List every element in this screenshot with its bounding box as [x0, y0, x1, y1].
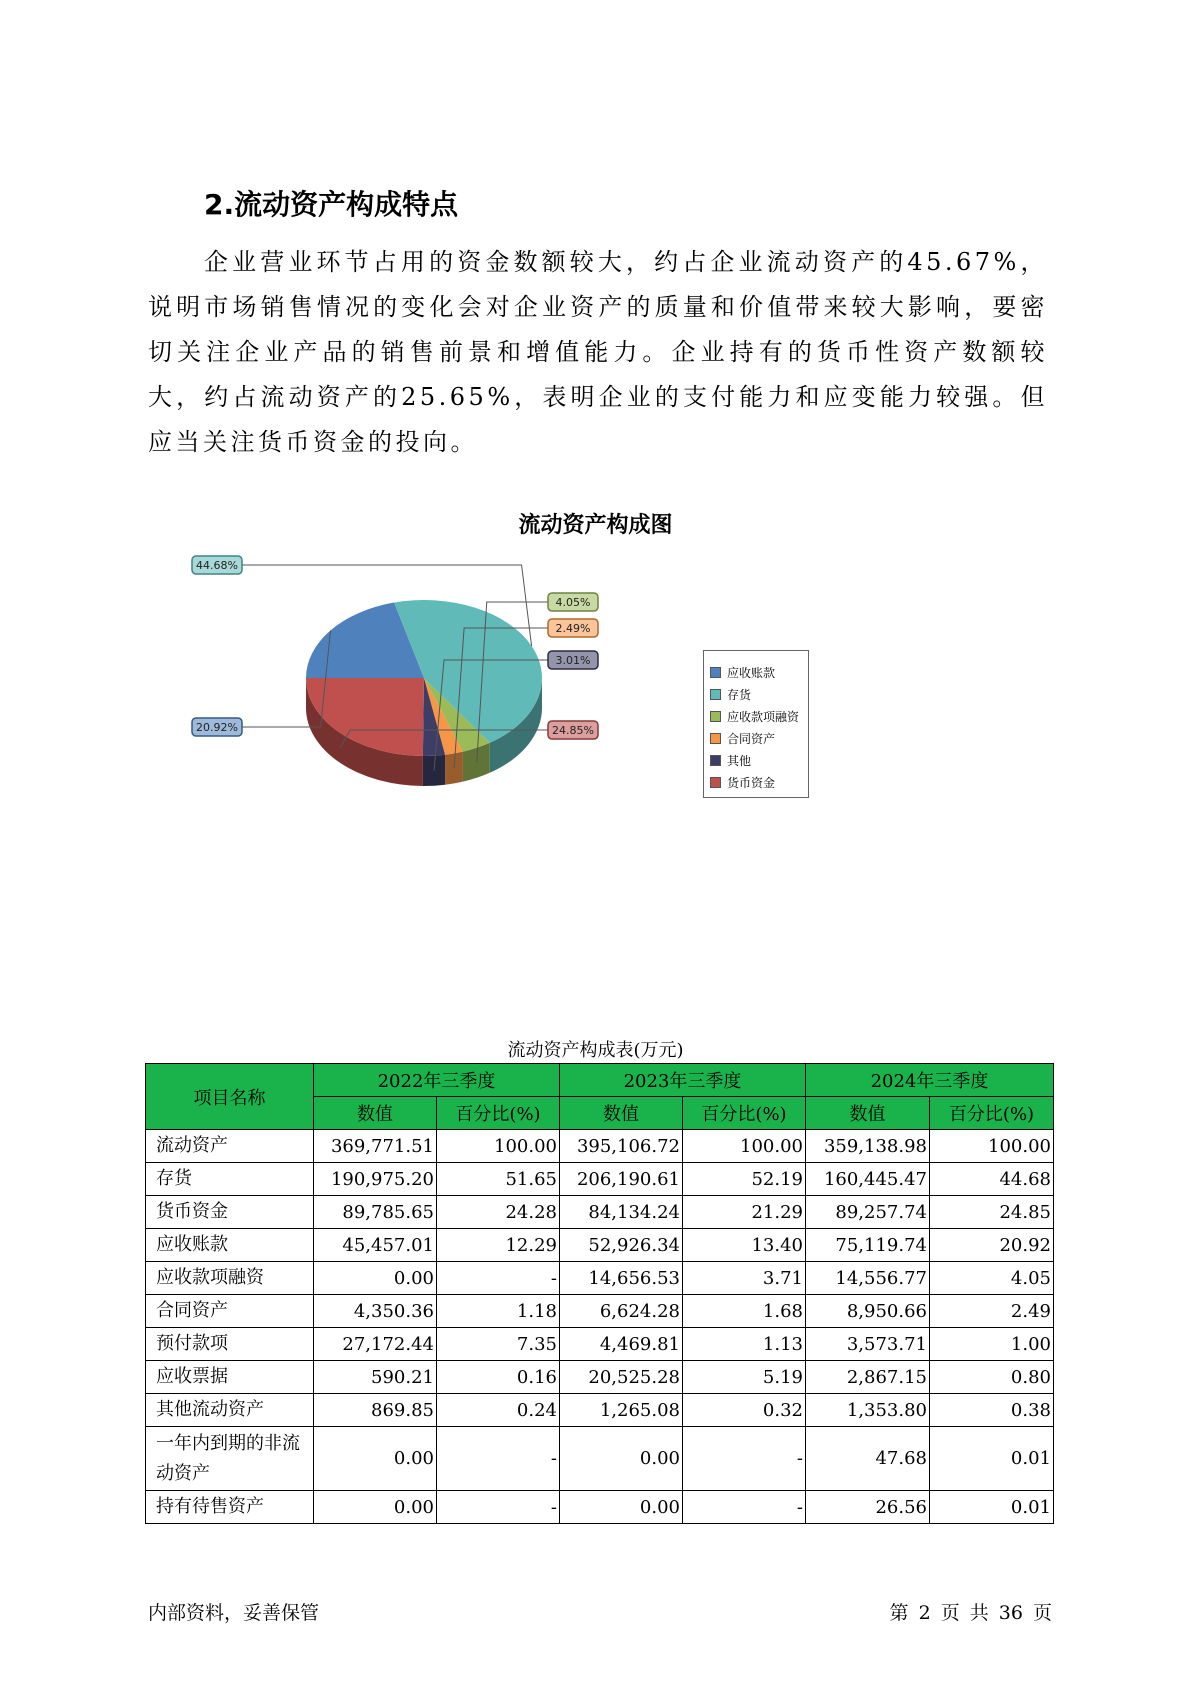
header-period: 2023年三季度 — [560, 1064, 806, 1097]
cell-percent: 3.71 — [683, 1262, 806, 1295]
legend-swatch — [710, 711, 721, 722]
table-row — [146, 1262, 1054, 1295]
table-row — [146, 1328, 1054, 1361]
legend-label: 合同资产 — [727, 731, 776, 746]
cell-value: 869.85 — [314, 1394, 437, 1427]
legend-label: 存货 — [727, 687, 752, 702]
cell-percent: 100.00 — [437, 1130, 560, 1163]
table-row — [146, 1229, 1054, 1262]
data-label: 20.92% — [196, 721, 238, 734]
cell-percent: 2.49 — [930, 1295, 1054, 1328]
data-label: 44.68% — [196, 559, 238, 572]
cell-value: 14,556.77 — [806, 1262, 930, 1295]
legend-swatch — [710, 777, 721, 788]
cell-percent: 0.01 — [930, 1491, 1054, 1524]
cell-value: 0.00 — [560, 1491, 683, 1524]
cell-percent: - — [683, 1427, 806, 1491]
legend-label: 应收账款 — [727, 665, 776, 680]
cell-percent: 0.01 — [930, 1427, 1054, 1491]
cell-value: 190,975.20 — [314, 1163, 437, 1196]
legend-item — [710, 661, 808, 683]
cell-percent: - — [437, 1427, 560, 1491]
table-caption: 流动资产构成表(万元) — [507, 1040, 684, 1061]
cell-value: 160,445.47 — [806, 1163, 930, 1196]
cell-percent: 1.13 — [683, 1328, 806, 1361]
cell-percent: - — [437, 1262, 560, 1295]
cell-value: 0.00 — [314, 1427, 437, 1491]
cell-value: 8,950.66 — [806, 1295, 930, 1328]
cell-percent: - — [683, 1491, 806, 1524]
cell-percent: 0.16 — [437, 1361, 560, 1394]
chart-legend — [703, 650, 809, 798]
cell-value: 4,350.36 — [314, 1295, 437, 1328]
cell-percent: 0.32 — [683, 1394, 806, 1427]
legend-swatch — [710, 689, 721, 700]
cell-percent: 100.00 — [683, 1130, 806, 1163]
row-label: 应收账款 — [146, 1229, 314, 1262]
cell-value: 359,138.98 — [806, 1130, 930, 1163]
chart-title: 流动资产构成图 — [518, 513, 673, 538]
data-label: 24.85% — [552, 724, 594, 737]
legend-swatch — [710, 733, 721, 744]
cell-value: 3,573.71 — [806, 1328, 930, 1361]
legend-item — [710, 705, 808, 727]
row-label: 流动资产 — [146, 1130, 314, 1163]
cell-value: 206,190.61 — [560, 1163, 683, 1196]
header-item-name: 项目名称 — [146, 1064, 314, 1130]
legend-item — [710, 727, 808, 749]
cell-percent: 4.05 — [930, 1262, 1054, 1295]
data-label: 4.05% — [555, 596, 591, 609]
legend-swatch — [710, 755, 721, 766]
cell-percent: 20.92 — [930, 1229, 1054, 1262]
table-row — [146, 1394, 1054, 1427]
cell-value: 0.00 — [560, 1427, 683, 1491]
header-value: 数值 — [806, 1097, 930, 1130]
cell-value: 0.00 — [314, 1262, 437, 1295]
legend-item — [710, 771, 808, 793]
cell-percent: 1.00 — [930, 1328, 1054, 1361]
row-label: 合同资产 — [146, 1295, 314, 1328]
cell-value: 1,353.80 — [806, 1394, 930, 1427]
cell-percent: 13.40 — [683, 1229, 806, 1262]
cell-value: 369,771.51 — [314, 1130, 437, 1163]
footer-page-number: 第 2 页 共 36 页 — [889, 1602, 1052, 1624]
section-heading: 2.流动资产构成特点 — [204, 188, 459, 221]
cell-value: 4,469.81 — [560, 1328, 683, 1361]
cell-percent: 51.65 — [437, 1163, 560, 1196]
row-label: 其他流动资产 — [146, 1394, 314, 1427]
cell-value: 89,257.74 — [806, 1196, 930, 1229]
header-value: 数值 — [314, 1097, 437, 1130]
cell-percent: 7.35 — [437, 1328, 560, 1361]
header-percent: 百分比(%) — [930, 1097, 1054, 1130]
cell-value: 2,867.15 — [806, 1361, 930, 1394]
cell-percent: 1.68 — [683, 1295, 806, 1328]
header-value: 数值 — [560, 1097, 683, 1130]
cell-value: 47.68 — [806, 1427, 930, 1491]
cell-value: 14,656.53 — [560, 1262, 683, 1295]
cell-value: 1,265.08 — [560, 1394, 683, 1427]
table-row — [146, 1491, 1054, 1524]
cell-percent: 21.29 — [683, 1196, 806, 1229]
row-label: 预付款项 — [146, 1328, 314, 1361]
cell-value: 45,457.01 — [314, 1229, 437, 1262]
cell-value: 6,624.28 — [560, 1295, 683, 1328]
footer-confidential: 内部资料，妥善保管 — [148, 1602, 320, 1624]
legend-item — [710, 683, 808, 705]
cell-value: 590.21 — [314, 1361, 437, 1394]
body-paragraph: 企业营业环节占用的资金数额较大，约占企业流动资产的45.67%，说明市场销售情况的变化会对企业资产的质量和价值带来较大影响，要密切关注企业产品的销售前景和增值能力。企业持有的货币性资产数额较大，约占流动资产的25.65%，表明企业的支付能力和应变能力较强。但应当关注货币资金的投向。 — [148, 248, 1048, 456]
current-assets-table — [145, 1063, 1054, 1524]
row-label: 一年内到期的非流动资产 — [146, 1427, 314, 1491]
legend-label: 货币资金 — [727, 775, 776, 790]
table-row — [146, 1295, 1054, 1328]
cell-value: 20,525.28 — [560, 1361, 683, 1394]
cell-value: 75,119.74 — [806, 1229, 930, 1262]
cell-percent: 0.24 — [437, 1394, 560, 1427]
cell-percent: 5.19 — [683, 1361, 806, 1394]
header-period: 2024年三季度 — [806, 1064, 1054, 1097]
table-row — [146, 1361, 1054, 1394]
legend-label: 应收款项融资 — [727, 709, 800, 724]
header-percent: 百分比(%) — [683, 1097, 806, 1130]
data-label: 2.49% — [555, 622, 591, 635]
table-row — [146, 1427, 1054, 1491]
cell-value: 0.00 — [314, 1491, 437, 1524]
row-label: 应收款项融资 — [146, 1262, 314, 1295]
table-row — [146, 1130, 1054, 1163]
cell-percent: 0.38 — [930, 1394, 1054, 1427]
cell-percent: 44.68 — [930, 1163, 1054, 1196]
cell-value: 52,926.34 — [560, 1229, 683, 1262]
cell-percent: 0.80 — [930, 1361, 1054, 1394]
legend-label: 其他 — [727, 753, 752, 768]
cell-value: 84,134.24 — [560, 1196, 683, 1229]
pie-chart — [190, 559, 650, 795]
cell-percent: 12.29 — [437, 1229, 560, 1262]
legend-swatch — [710, 667, 721, 678]
header-percent: 百分比(%) — [437, 1097, 560, 1130]
data-label: 3.01% — [555, 654, 591, 667]
row-label: 应收票据 — [146, 1361, 314, 1394]
table-row — [146, 1196, 1054, 1229]
header-period: 2022年三季度 — [314, 1064, 560, 1097]
cell-value: 395,106.72 — [560, 1130, 683, 1163]
cell-percent: 1.18 — [437, 1295, 560, 1328]
cell-value: 89,785.65 — [314, 1196, 437, 1229]
row-label: 持有待售资产 — [146, 1491, 314, 1524]
row-label: 货币资金 — [146, 1196, 314, 1229]
cell-value: 26.56 — [806, 1491, 930, 1524]
legend-item — [710, 749, 808, 771]
cell-percent: 52.19 — [683, 1163, 806, 1196]
row-label: 存货 — [146, 1163, 314, 1196]
cell-percent: - — [437, 1491, 560, 1524]
cell-value: 27,172.44 — [314, 1328, 437, 1361]
cell-percent: 24.28 — [437, 1196, 560, 1229]
cell-percent: 24.85 — [930, 1196, 1054, 1229]
cell-percent: 100.00 — [930, 1130, 1054, 1163]
table-row — [146, 1163, 1054, 1196]
